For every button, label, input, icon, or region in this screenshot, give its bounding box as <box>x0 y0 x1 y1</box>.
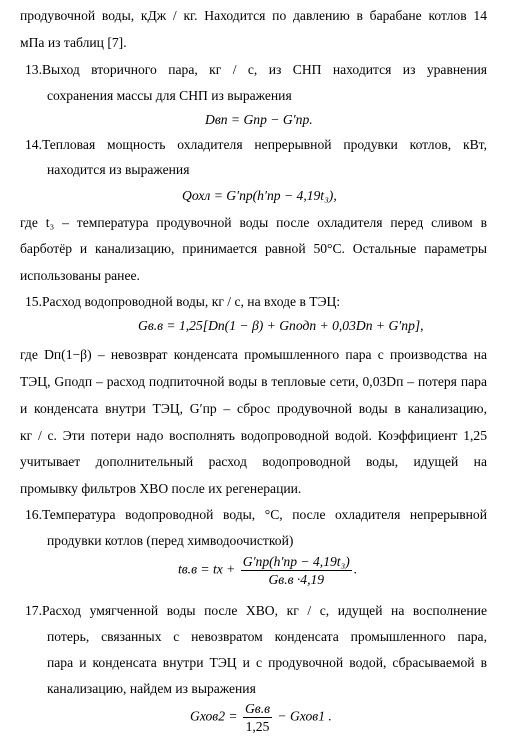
formula-fraction <box>241 553 352 588</box>
text-line: где t₃ – температура продувочной воды после охладителя перед сливом в <box>20 215 487 230</box>
text-line: использованы ранее. <box>20 268 140 283</box>
text-line: кг / с. Эти потери надо восполнять водопроводной водой. Коэффициент 1,25 <box>20 428 487 443</box>
formula-cooler-power: Qохл = G′пр(h′пр − 4,19t₃), <box>182 188 337 203</box>
text-line: потерь, связанных с невозвратом конденсата промышленного пара, <box>47 629 487 644</box>
formula-lhs: tв.в = tх + <box>178 561 236 577</box>
formula-end: . <box>353 561 358 577</box>
text-line: пара и конденсата внутри ТЭЦ и с продувочной водой, сбрасываемой в <box>47 655 487 670</box>
fraction-denominator: 1,25 <box>245 719 270 734</box>
text-line: промывку фильтров ХВО после их регенерации. <box>20 481 302 496</box>
item-14-heading: 14.Тепловая мощность охладителя непрерывной продувки котлов, кВт, <box>25 137 487 152</box>
item-16-heading: 16.Температура водопроводной воды, °С, после охладителя непрерывной <box>25 507 487 522</box>
text-line: учитывает дополнительный расход водопроводной воды, идущей на <box>20 454 487 469</box>
fraction-numerator: G′пр(h′пр − 4,19t₃) <box>242 554 350 569</box>
formula-lhs: Gхов2 = <box>190 708 238 724</box>
item-17-heading: 17.Расход умягченной воды после ХВО, кг / с, идущей на восполнение <box>25 603 487 618</box>
text-line: ТЭЦ, Gподп – расход подпиточной воды в тепловые сети, 0,03Dп – потеря пара <box>20 374 487 389</box>
formula-fraction <box>243 700 272 735</box>
fraction-denominator: Gв.в ·4,19 <box>268 572 325 587</box>
item-15-heading: 15.Расход водопроводной воды, кг / с, на входе в ТЭЦ: <box>25 294 341 309</box>
formula-softened-water-flow <box>190 700 332 735</box>
text-line: и конденсата внутри ТЭЦ, G′пр – сброс продувочной воды в канализацию, <box>20 401 487 416</box>
item-13-heading: 13.Выход вторичного пара, кг / с, из СНП находится из уравнения <box>25 62 487 77</box>
text-line: сохранения массы для СНП из выражения <box>47 88 292 103</box>
text-line: барботёр и канализацию, принимается равной 50°С. Остальные параметры <box>20 241 487 256</box>
text-line: где Dп(1−β) – невозврат конденсата промышленного пара с производства на <box>20 347 487 362</box>
formula-rhs: − Gхов1 . <box>277 708 332 724</box>
text-line: продувочной воды, кДж / кг. Находится по давлению в барабане котлов 14 <box>20 8 487 23</box>
formula-steam-output: Dвп = Gпр − G′пр. <box>205 112 313 127</box>
text-line: мПа из таблиц [7]. <box>20 35 127 50</box>
text-line: продувки котлов (перед химводоочисткой) <box>47 533 294 548</box>
formula-tap-water-temperature <box>178 553 357 588</box>
fraction-numerator: Gв.в <box>244 701 271 716</box>
text-line: канализацию, найдем из выражения <box>47 681 256 696</box>
text-line: находится из выражения <box>47 162 190 177</box>
formula-tap-water-flow: Gв.в = 1,25[Dп(1 − β) + Gподп + 0,03Dп + G′пр], <box>138 318 424 333</box>
